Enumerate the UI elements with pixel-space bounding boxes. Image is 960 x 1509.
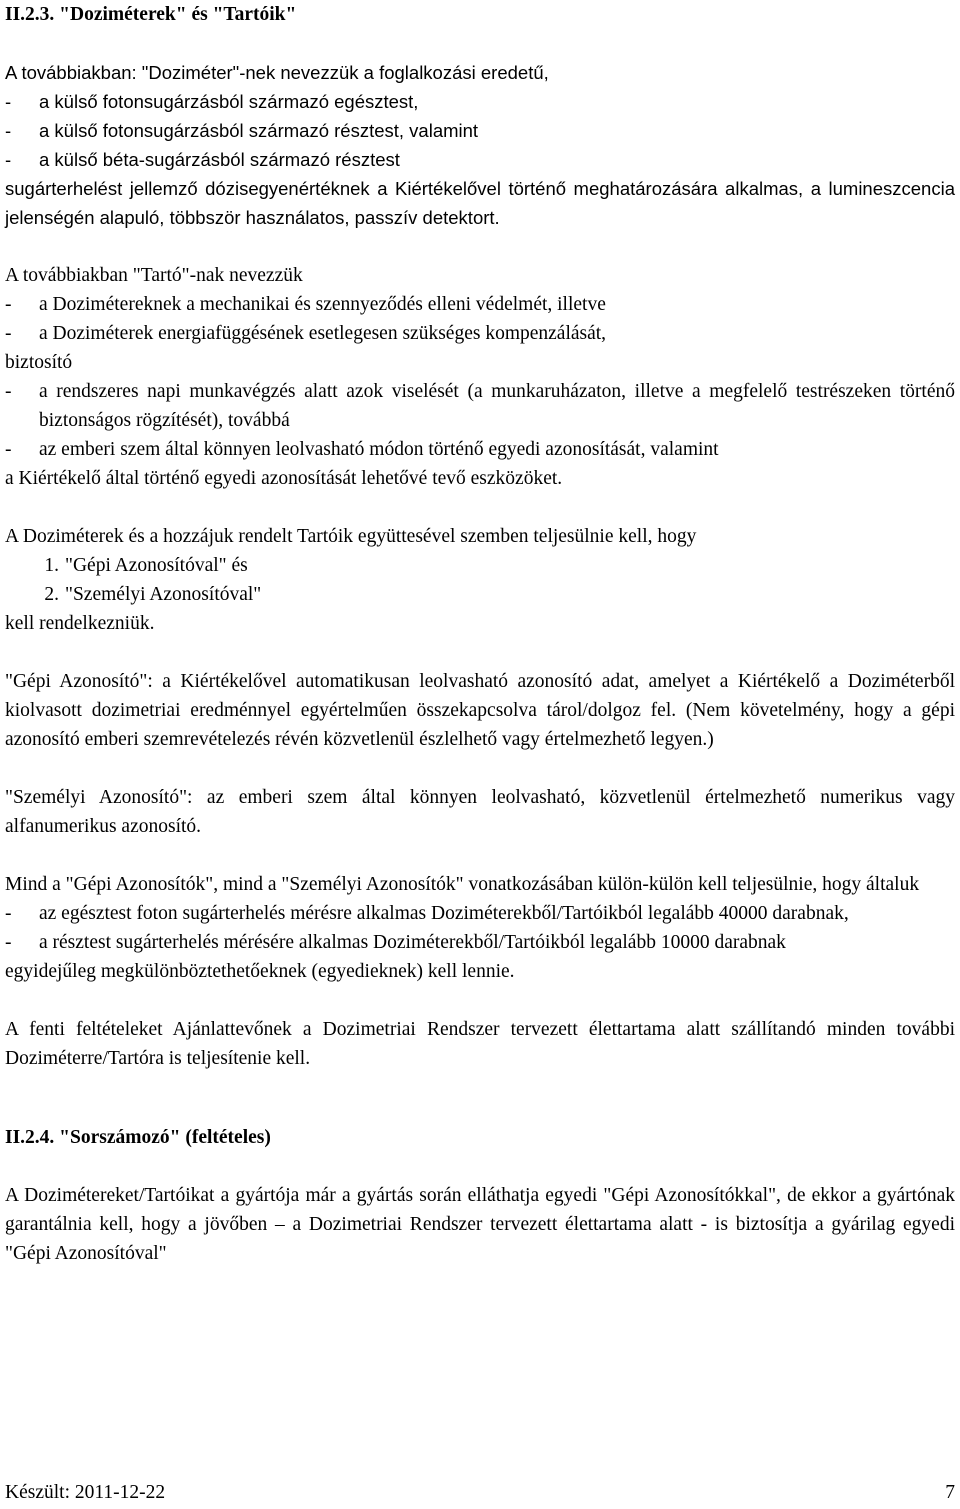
list-item: - az egésztest foton sugárterhelés mérésre alkalmas Doziméterekből/Tartóikból legalább 40000 darabnak, bbox=[5, 903, 849, 924]
section-heading-sorszamozo: II.2.4. "Sorszámozó" (feltételes) bbox=[5, 1127, 271, 1148]
dozimeter-definition-intro: A továbbiakban: "Doziméter"-nek nevezzük a foglalkozási eredetű, bbox=[5, 62, 549, 83]
tarto-definition-tail: a Kiértékelő által történő egyedi azonosítását lehetővé tevő eszközöket. bbox=[5, 468, 563, 489]
list-item: - a Doziméterek energiafüggésének esetlegesen szükséges kompenzálását, bbox=[5, 323, 607, 344]
requirements-tail: kell rendelkezniük. bbox=[5, 613, 155, 634]
page-footer bbox=[5, 1478, 955, 1507]
dozimeter-definition-tail: sugárterhelést jellemző dózisegyenértéknek a Kiértékelővel történő meghatározására alkalmas, a lumineszcencia jelenségén alapuló, többször használatos, passzív detektort. bbox=[5, 178, 955, 228]
fenti-paragraph: A fenti feltételeket Ajánlattevőnek a Dozimetriai Rendszer tervezett élettartama alatt szállítandó minden további Doziméterre/Tartóra is teljesítenie kell. bbox=[5, 1019, 955, 1069]
footer-date: Készült: 2011-12-22 bbox=[5, 1482, 166, 1503]
page-number: 7 bbox=[945, 1482, 955, 1503]
list-item: - a külső fotonsugárzásból származó egésztest, bbox=[5, 91, 419, 112]
sorszamozo-paragraph: A Dozimétereket/Tartóikat a gyártója már a gyártás során elláthatja egyedi "Gépi Azonosítókkal", de ekkor a gyártónak garantálnia kell, hogy a jövőben – a Dozimetriai Rendszer tervezett élettartama alatt - is biztosítja a gyárilag egyedi "Gépi Azonosítóval" bbox=[5, 1185, 955, 1264]
list-item: - a résztest sugárterhelés mérésére alkalmas Doziméterekből/Tartóikból legalább 10000 darabnak bbox=[5, 932, 786, 953]
numbered-item: 2. "Személyi Azonosítóval" bbox=[44, 584, 262, 605]
document-page bbox=[5, 0, 955, 1268]
section-heading-doziméterek: II.2.3. "Doziméterek" és "Tartóik" bbox=[5, 4, 297, 25]
counts-intro: Mind a "Gépi Azonosítók", mind a "Személyi Azonosítók" vonatkozásában külön-külön kell teljesülnie, hogy általuk bbox=[5, 874, 920, 895]
numbered-item: 1. "Gépi Azonosítóval" és bbox=[44, 555, 248, 576]
list-item: - az emberi szem által könnyen leolvasható módon történő egyedi azonosítását, valamint bbox=[5, 439, 719, 460]
tarto-definition-intro: A továbbiakban "Tartó"-nak nevezzük bbox=[5, 265, 303, 286]
list-item: - a külső béta-sugárzásból származó résztest bbox=[5, 149, 400, 170]
list-item: - a külső fotonsugárzásból származó résztest, valamint bbox=[5, 120, 479, 141]
requirements-intro: A Doziméterek és a hozzájuk rendelt Tartóik együttesével szemben teljesülnie kell, hogy bbox=[5, 526, 697, 547]
list-item: - a rendszeres napi munkavégzés alatt azok viselését (a munkaruházaton, illetve a megfelelő testrészeken történő biztonságos rögzítését), továbbá bbox=[5, 381, 955, 431]
list-item: - a Dozimétereknek a mechanikai és szennyeződés elleni védelmét, illetve bbox=[5, 294, 606, 315]
gepi-azonosito-definition: "Gépi Azonosító": a Kiértékelővel automatikusan leolvasható azonosító adat, amelyet a Kiértékelő a Doziméterből kiolvasott dozimetriai eredménnyel egyértelműen összekapcsolva tárol/dolgoz fel. (Nem követelmény, hogy a gépi azonosító emberi szemrevételezés révén közvetlenül észlelhető vagy értelmezhető legyen.) bbox=[5, 671, 955, 750]
counts-tail: egyidejűleg megkülönböztethetőeknek (egyedieknek) kell lennie. bbox=[5, 961, 515, 982]
szemelyi-azonosito-definition: "Személyi Azonosító": az emberi szem által könnyen leolvasható, közvetlenül értelmezhető numerikus vagy alfanumerikus azonosító. bbox=[5, 787, 955, 837]
tarto-definition-mid: biztosító bbox=[5, 352, 73, 373]
